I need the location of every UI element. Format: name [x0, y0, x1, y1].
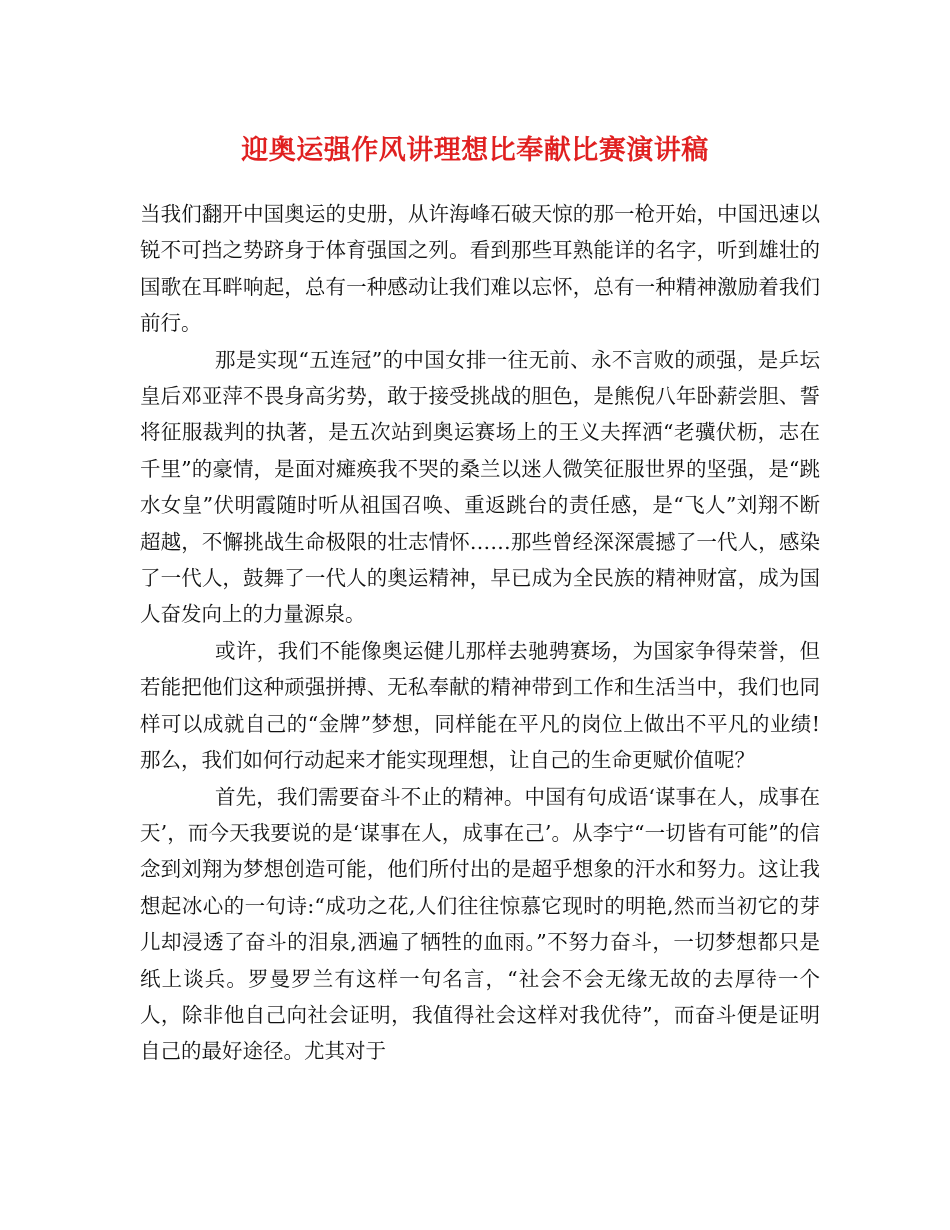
document-title: 迎奥运强作风讲理想比奉献比赛演讲稿	[241, 135, 709, 166]
document-body	[140, 196, 820, 1070]
paragraph-4: 首先，我们需要奋斗不止的精神。中国有句成语‘谋事在人，成事在天’，而今天我要说的是‘谋事在人，成事在己’。从李宁“一切皆有可能”的信念到刘翔为梦想创造可能，他们所付出的是超乎想象的汗水和努力。这让我想起冰心的一句诗:“成功之花,人们往往惊慕它现时的明艳,然而当初它的芽儿却浸透了奋斗的泪泉,洒遍了牺牲的血雨。”不努力奋斗，一切梦想都只是纸上谈兵。罗曼罗兰有这样一句名言，“社会不会无缘无故的去厚待一个人，除非他自己向社会证明，我值得社会这样对我优待”，而奋斗便是证明自己的最好途径。尤其对于	[140, 784, 820, 1064]
paragraph-1: 当我们翻开中国奥运的史册，从许海峰石破天惊的那一枪开始，中国迅速以锐不可挡之势跻身于体育强国之列。看到那些耳熟能详的名字，听到雄壮的国歌在耳畔响起，总有一种感动让我们难以忘怀，总有一种精神激励着我们前行。	[140, 202, 820, 336]
paragraph-3: 或许，我们不能像奥运健儿那样去驰骋赛场，为国家争得荣誉，但若能把他们这种顽强拼搏、无私奉献的精神带到工作和生活当中，我们也同样可以成就自己的“金牌”梦想，同样能在平凡的岗位上做出不平凡的业绩!那么，我们如何行动起来才能实现理想，让自己的生命更赋价值呢？	[140, 638, 820, 773]
paragraph-2: 那是实现“五连冠”的中国女排一往无前、永不言败的顽强，是乒坛皇后邓亚萍不畏身高劣势，敢于接受挑战的胆色，是熊倪八年卧薪尝胆、誓将征服裁判的执著，是五次站到奥运赛场上的王义夫挥洒“老骥伏枥，志在千里”的豪情，是面对瘫痪我不哭的桑兰以迷人微笑征服世界的坚强，是“跳水女皇”伏明霞随时听从祖国召唤、重返跳台的责任感，是“飞人”刘翔不断超越，不懈挑战生命极限的壮志情怀……那些曾经深深震撼了一代人，感染了一代人，鼓舞了一代人的奥运精神，早已成为全民族的精神财富，成为国人奋发向上的力量源泉。	[140, 347, 820, 627]
